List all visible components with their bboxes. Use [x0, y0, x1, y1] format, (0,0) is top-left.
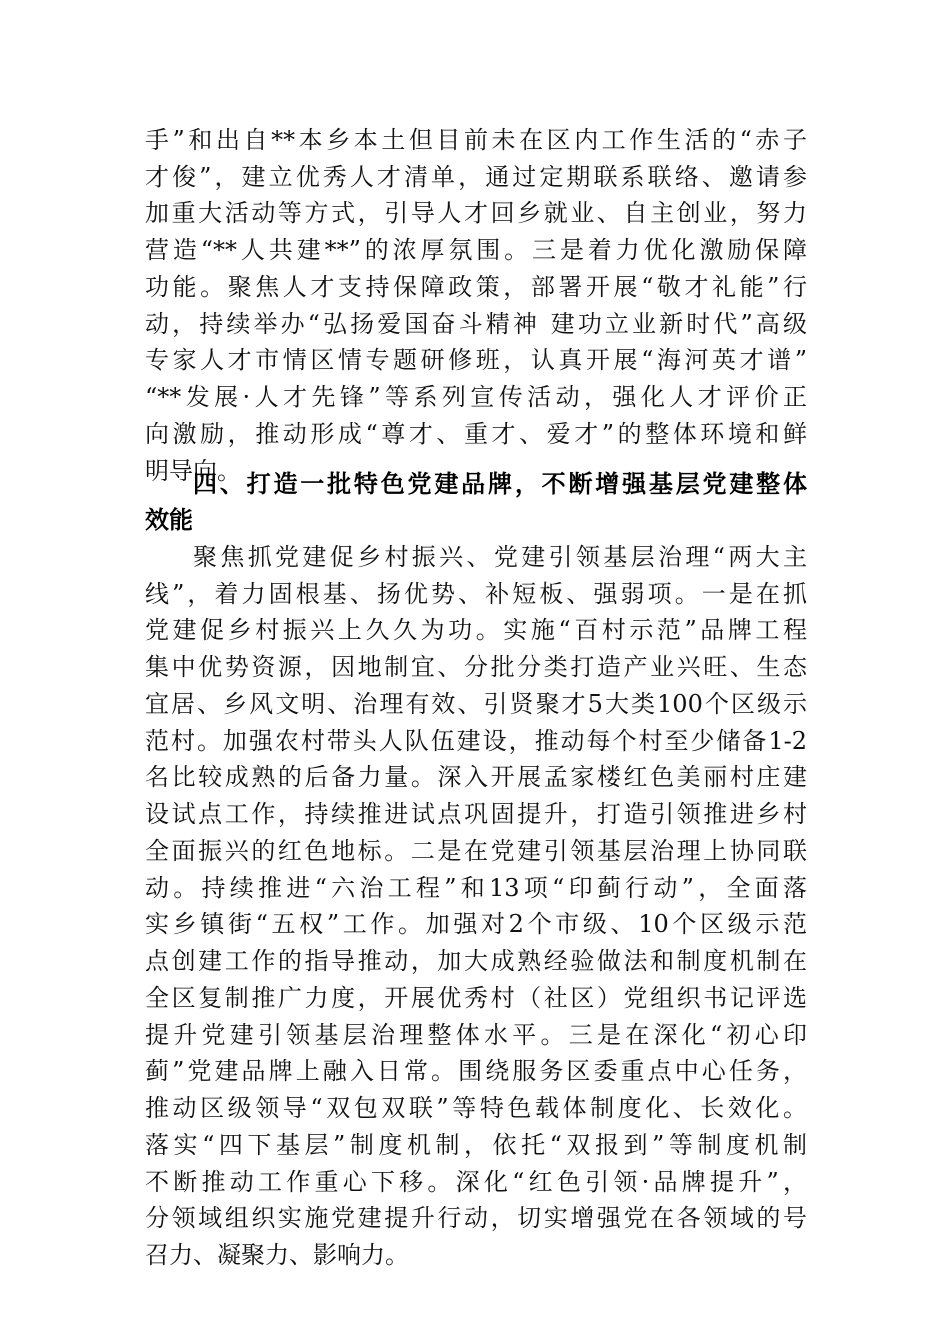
heading-line: 四、打造一批特色党建品牌，不断增强基层党建整体 [193, 470, 807, 498]
text-line: 蓟”党建品牌上融入日常。围绕服务区委重点中心任务， [145, 1057, 807, 1085]
text-line: “**发展·人才先锋”等系列宣传活动，强化人才评价正 [145, 383, 807, 411]
text-line: 推动区级领导“双包双联”等特色载体制度化、长效化。 [145, 1094, 807, 1122]
text-line: 全区复制推广力度，开展优秀村（社区）党组织书记评选 [145, 984, 807, 1012]
text-line: 向激励，推动形成“尊才、重才、爱才”的整体环境和鲜 [145, 420, 807, 448]
heading-line: 效能 [145, 506, 193, 534]
text-line: 动，持续举办“弘扬爱国奋斗精神 建功立业新时代”高级 [145, 310, 807, 338]
text-line: 专家人才市情区情专题研修班，认真开展“海河英才谱” [145, 346, 807, 374]
text-line: 点创建工作的指导推动，加大成熟经验做法和制度机制在 [145, 947, 807, 975]
text-line: 党建促乡村振兴上久久为功。实施“百村示范”品牌工程 [145, 616, 807, 644]
text-line: 加重大活动等方式，引导人才回乡就业、自主创业，努力 [145, 199, 807, 227]
text-line: 实乡镇街“五权”工作。加强对2个市级、10个区级示范 [145, 910, 807, 938]
text-line: 落实“四下基层”制度机制，依托“双报到”等制度机制 [145, 1131, 807, 1159]
text-line: 分领域组织实施党建提升行动，切实增强党在各领域的号 [145, 1204, 807, 1232]
text-line: 集中优势资源，因地制宜、分批分类打造产业兴旺、生态 [145, 653, 807, 681]
text-line: 召力、凝聚力、影响力。 [145, 1241, 409, 1269]
text-line: 才俊”，建立优秀人才清单，通过定期联系联络、邀请参 [145, 163, 807, 191]
text-line: 提升党建引领基层治理整体水平。三是在深化“初心印 [145, 1021, 807, 1049]
text-line: 不断推动工作重心下移。深化“红色引领·品牌提升”， [145, 1168, 807, 1196]
text-line: 全面振兴的红色地标。二是在党建引领基层治理上协同联 [145, 837, 807, 865]
text-line: 营造“**人共建**”的浓厚氛围。三是着力优化激励保障 [145, 236, 807, 264]
text-line: 线”，着力固根基、扬优势、补短板、强弱项。一是在抓 [145, 580, 807, 608]
text-line: 范村。加强农村带头人队伍建设，推动每个村至少储备1-2 [145, 727, 807, 755]
text-line: 明导向。 [145, 457, 241, 485]
text-line: 手”和出自**本乡本土但目前未在区内工作生活的“赤子 [145, 126, 807, 154]
text-line: 设试点工作，持续推进试点巩固提升，打造引领推进乡村 [145, 800, 807, 828]
text-line: 动。持续推进“六治工程”和13项“印蓟行动”，全面落 [145, 874, 807, 902]
text-line: 聚焦抓党建促乡村振兴、党建引领基层治理“两大主 [193, 543, 807, 571]
text-line: 宜居、乡风文明、治理有效、引贤聚才5大类100个区级示 [145, 690, 807, 718]
text-line: 功能。聚焦人才支持保障政策，部署开展“敬才礼能”行 [145, 273, 807, 301]
text-line: 名比较成熟的后备力量。深入开展孟家楼红色美丽村庄建 [145, 763, 807, 791]
